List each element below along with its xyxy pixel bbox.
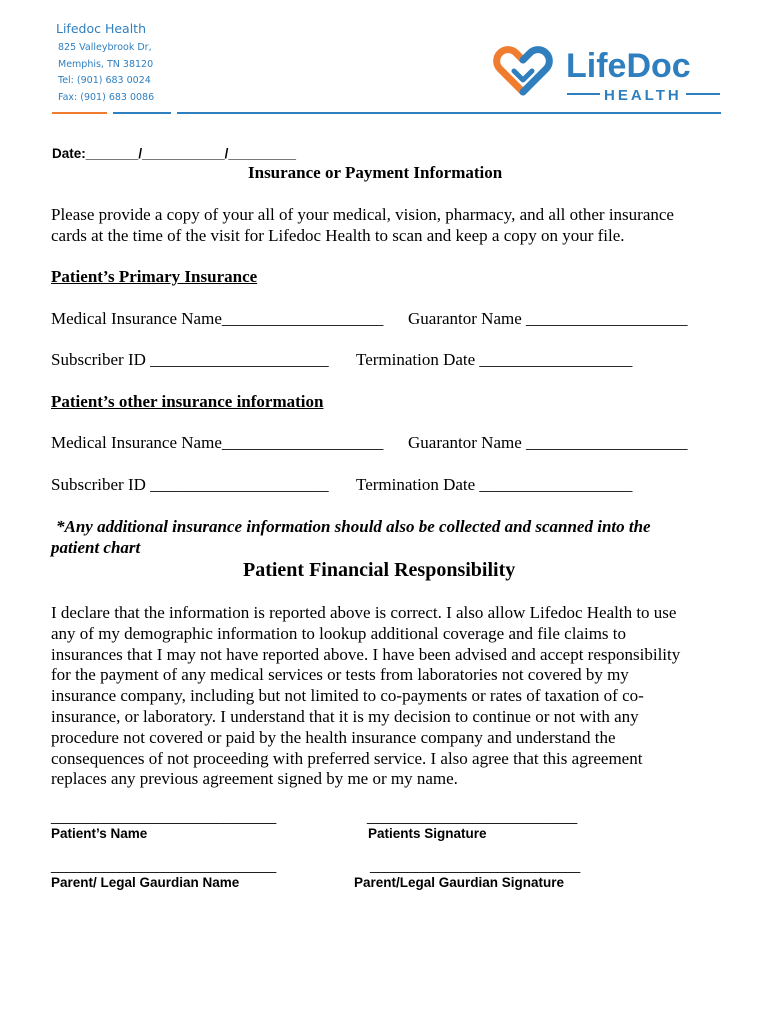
insurance-intro-line: Please provide a copy of your all of your medical, vision, pharmacy, and all other insurance [51,205,674,224]
primary-guarantor-name-field[interactable]: Guarantor Name ___________________ [408,309,688,328]
declaration-line: any of my demographic information to lookup additional coverage and file claims to [51,623,627,643]
patient-signature-line[interactable]: ____________________________ [367,809,578,824]
header-rule-orange [52,112,107,114]
primary-subscriber-id-field[interactable]: Subscriber ID _____________________ [51,350,329,369]
declaration-line: procedure not covered or paid by the health insurance company and understand the [51,727,616,747]
header-rule-blue-short [113,112,171,114]
declaration-line: insurance company, including but not limited to co-payments or rates of taxation of co- [51,686,644,706]
other-subscriber-id-field[interactable]: Subscriber ID _____________________ [51,475,329,494]
clinic-fax: Fax: (901) 683 0086 [58,92,155,103]
other-medical-insurance-name-field[interactable]: Medical Insurance Name___________________ [51,433,384,452]
guardian-name-label: Parent/ Legal Gaurdian Name [51,875,240,890]
other-termination-date-field[interactable]: Termination Date __________________ [356,475,633,494]
clinic-name: Lifedoc Health [56,21,147,36]
guardian-signature-line[interactable]: ____________________________ [370,858,581,873]
other-guarantor-name-field[interactable]: Guarantor Name ___________________ [408,433,688,452]
declaration-line: consequences of not proceeding with preferred service. I also agree that this agreement [51,748,643,768]
patient-name-label: Patient’s Name [51,826,148,841]
other-insurance-heading: Patient’s other insurance information [51,392,324,411]
primary-medical-insurance-name-field[interactable]: Medical Insurance Name___________________ [51,309,384,328]
logo-word: LifeDoc [566,47,691,85]
primary-termination-date-field[interactable]: Termination Date __________________ [356,350,633,369]
clinic-address-line1: 825 Valleybrook Dr, [58,42,152,53]
clinic-phone: Tel: (901) 683 0024 [58,75,151,86]
heart-logo-icon [490,36,726,108]
patient-signature-label: Patients Signature [368,826,487,841]
declaration-line: insurance, or laboratory. I understand that it is my decision to continue or not with any [51,706,639,726]
declaration-line: replaces any previous agreement signed by me or my name. [51,769,458,789]
header-rule-blue-long [177,112,721,114]
logo-subword: HEALTH [604,87,682,104]
declaration-line: insurances that I may not have reported above. I have been advised and accept responsibility [51,644,681,664]
insurance-section-title: Insurance or Payment Information [248,163,503,182]
patient-name-line[interactable]: ______________________________ [51,809,277,824]
insurance-intro-line: cards at the time of the visit for Lifedoc Health to scan and keep a copy on your file. [51,225,625,245]
clinic-address-line2: Memphis, TN 38120 [58,59,154,70]
date-field[interactable]: Date:_______/___________/_________ [52,146,296,161]
additional-insurance-note: *Any additional insurance information should also be collected and scanned into the [56,517,651,536]
financial-declaration [51,603,680,790]
primary-insurance-heading: Patient’s Primary Insurance [51,267,258,286]
financial-section-title: Patient Financial Responsibility [243,559,516,581]
additional-insurance-note-cont: patient chart [51,538,141,557]
declaration-line: I declare that the information is reported above is correct. I also allow Lifedoc Health to use [51,603,677,622]
lifedoc-logo [490,36,726,113]
guardian-name-line[interactable]: ______________________________ [51,858,277,873]
declaration-line: for the payment of any medical services or tests from laboratories not covered by my [51,665,629,685]
guardian-signature-label: Parent/Legal Gaurdian Signature [354,875,565,890]
insurance-intro [51,205,674,247]
